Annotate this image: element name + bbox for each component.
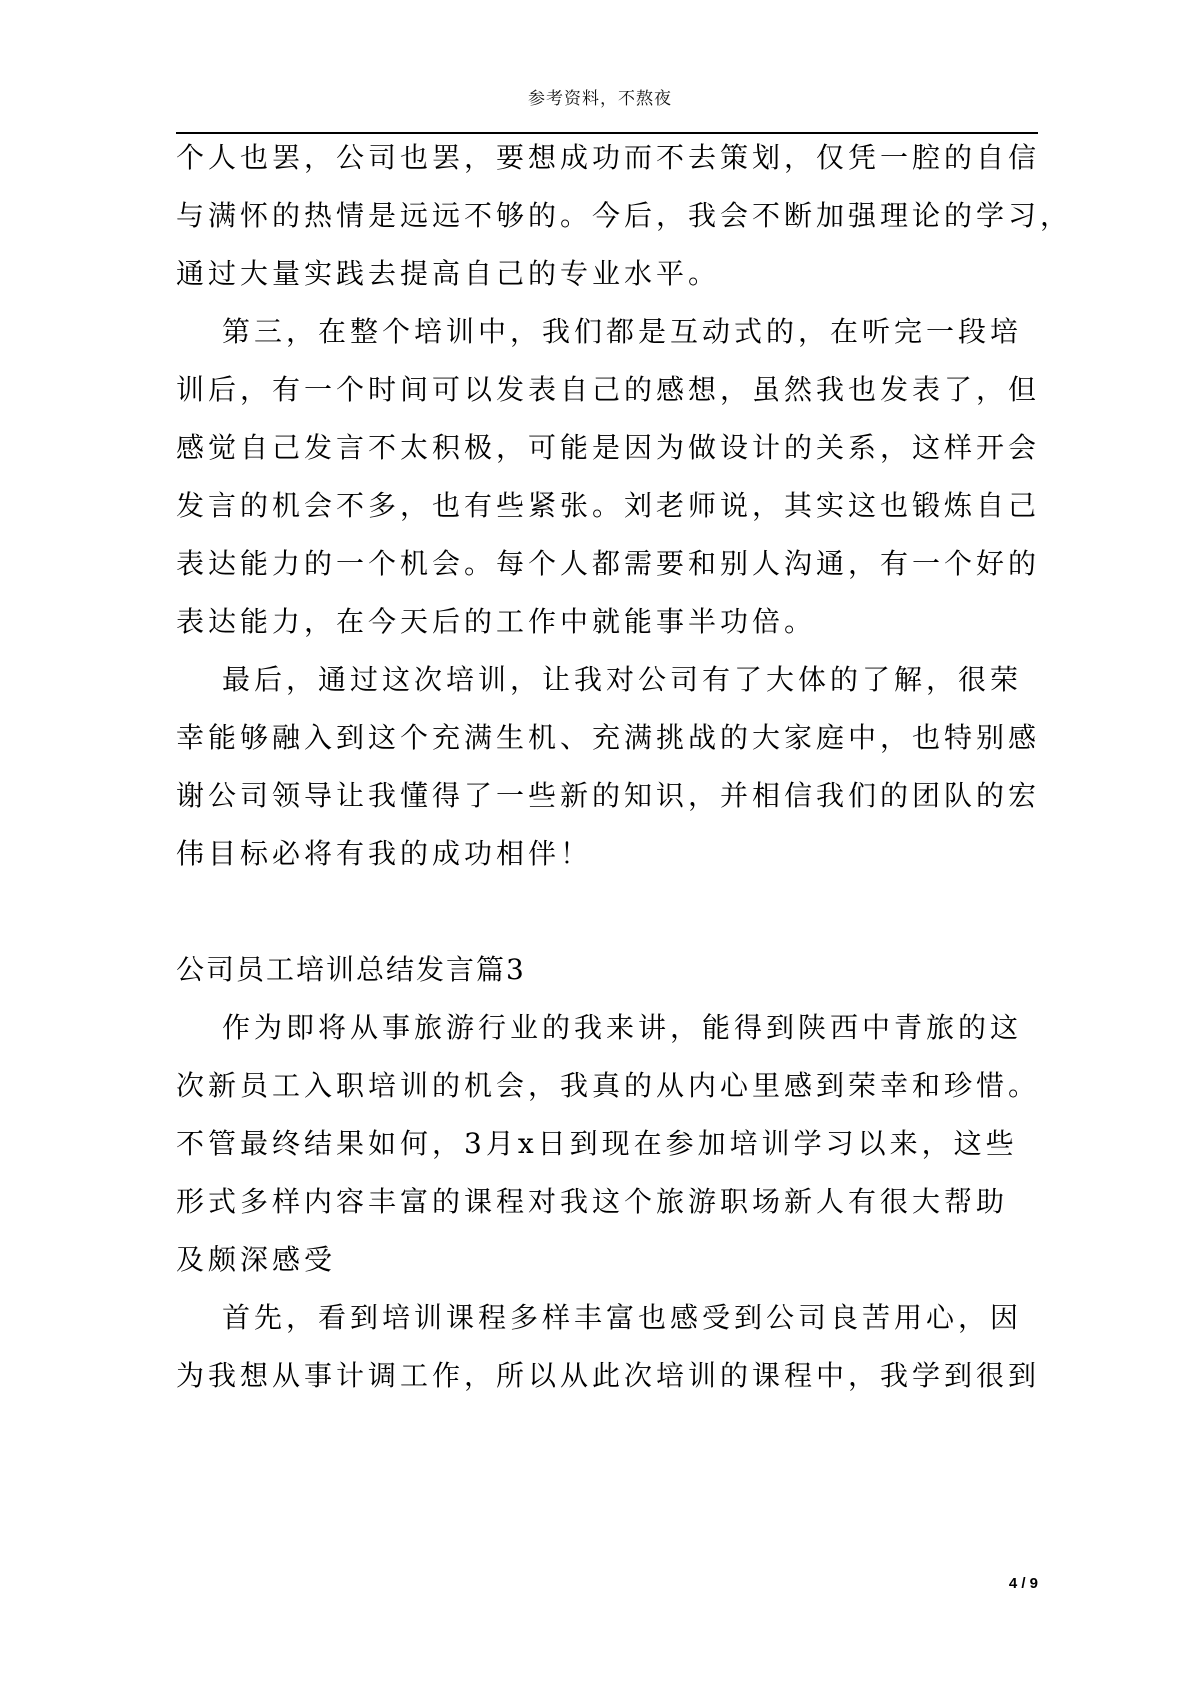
paragraph-first-line: 最后，通过这次培训，让我对公司有了大体的了解，很荣 bbox=[222, 663, 1023, 696]
body-line: 表达能力的一个机会。每个人都需要和别人沟通，有一个好的 bbox=[176, 547, 1041, 580]
body-line: 形式多样内容丰富的课程对我这个旅游职场新人有很大帮助 bbox=[176, 1185, 1009, 1218]
body-line: 感觉自己发言不太积极，可能是因为做设计的关系，这样开会 bbox=[176, 431, 1041, 464]
header-divider bbox=[176, 132, 1038, 134]
body-line: 通过大量实践去提高自己的专业水平。 bbox=[176, 257, 721, 290]
body-line: 不管最终结果如何，3月x日到现在参加培训学习以来，这些 bbox=[176, 1127, 1018, 1160]
paragraph-first-line: 作为即将从事旅游行业的我来讲，能得到陕西中青旅的这 bbox=[222, 1011, 1023, 1044]
body-line: 发言的机会不多，也有些紧张。刘老师说，其实这也锻炼自己 bbox=[176, 489, 1041, 522]
page-header: 参考资料，不熬夜 bbox=[528, 89, 672, 109]
paragraph-first-line: 首先，看到培训课程多样丰富也感受到公司良苦用心，因 bbox=[222, 1301, 1023, 1334]
body-line: 次新员工入职培训的机会，我真的从内心里感到荣幸和珍惜。 bbox=[176, 1069, 1041, 1102]
body-line: 为我想从事计调工作，所以从此次培训的课程中，我学到很到 bbox=[176, 1359, 1041, 1392]
body-line: 训后，有一个时间可以发表自己的感想，虽然我也发表了，但 bbox=[176, 373, 1041, 406]
body-line: 谢公司领导让我懂得了一些新的知识，并相信我们的团队的宏 bbox=[176, 779, 1041, 812]
body-line: 表达能力，在今天后的工作中就能事半功倍。 bbox=[176, 605, 817, 638]
body-line: 幸能够融入到这个充满生机、充满挑战的大家庭中，也特别感 bbox=[176, 721, 1041, 754]
page-number: 4 / 9 bbox=[1008, 1575, 1038, 1592]
body-line: 及颇深感受 bbox=[176, 1243, 337, 1276]
paragraph-first-line: 第三，在整个培训中，我们都是互动式的，在听完一段培 bbox=[222, 315, 1023, 348]
body-line: 个人也罢，公司也罢，要想成功而不去策划，仅凭一腔的自信 bbox=[176, 141, 1041, 174]
body-line: 与满怀的热情是远远不够的。今后，我会不断加强理论的学习， bbox=[176, 199, 1073, 232]
section-heading: 公司员工培训总结发言篇3 bbox=[176, 953, 526, 986]
body-line: 伟目标必将有我的成功相伴！ bbox=[176, 837, 593, 870]
